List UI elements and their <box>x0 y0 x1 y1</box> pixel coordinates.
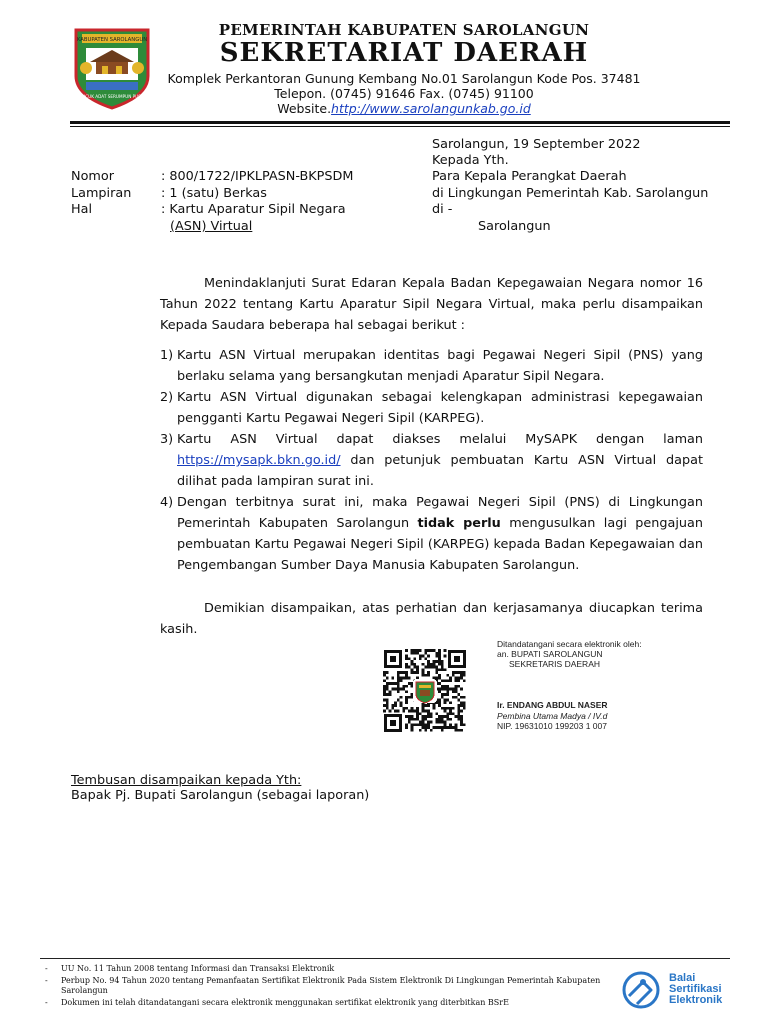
nomor-value: : 800/1722/IPKLPASN-BKPSDM <box>161 169 354 184</box>
closing-paragraph <box>160 598 703 640</box>
footer-dash: - <box>45 998 48 1007</box>
footer-note <box>45 964 615 974</box>
website-prefix: Website. <box>277 101 332 116</box>
website-link[interactable]: http://www.sarolangunkab.go.id <box>331 101 531 116</box>
list-text: Kartu ASN Virtual merupakan identitas bagi Pegawai Negeri Sipil (PNS) yang berlaku selama yang bersangkutan menjadi Aparatur Sipil Negara. <box>177 348 703 384</box>
list-number: 1) <box>160 348 174 363</box>
list-number: 4) <box>160 495 174 510</box>
footer-dash: - <box>45 964 48 973</box>
logo-caption-top: KABUPATEN SAROLANGUN <box>76 37 148 43</box>
signer-rank: Pembina Utama Madya / IV.d <box>497 711 608 721</box>
list-item <box>160 345 703 387</box>
office-address: Komplek Perkantoran Gunung Kembang No.01 Sarolangun Kode Pos. 37481 <box>167 71 641 86</box>
list-text-part: Dengan terbitnya surat ini, maka Pegawai Negeri Sipil (PNS) di Lingkungan Pemerintah Kabupaten Sarolangun <box>177 495 703 531</box>
list-item <box>160 387 703 429</box>
bsre-line: Balai <box>669 972 696 984</box>
list-text-part: dan petunjuk pembuatan Kartu ASN Virtual dapat dilihat pada lampiran surat ini. <box>177 453 703 489</box>
bsre-line: Sertifikasi <box>669 983 722 995</box>
lampiran-label: Lampiran <box>71 186 132 201</box>
closing-text: Demikian disampaikan, atas perhatian dan kerjasamanya diucapkan terima kasih. <box>160 601 703 637</box>
mysapk-link[interactable]: https://mysapk.bkn.go.id/ <box>177 453 341 468</box>
list-text <box>177 492 703 576</box>
emphasis-text: tidak perlu <box>417 516 501 531</box>
list-text: Kartu ASN Virtual digunakan sebagai kelengkapan administrasi kepegawaian pengganti Kartu Pegawai Negeri Sipil (KARPEG). <box>177 390 703 426</box>
list-text-part: Kartu ASN Virtual dapat diakses melalui MySAPK dengan laman <box>177 432 703 447</box>
office-phone: Telepon. (0745) 91646 Fax. (0745) 91100 <box>274 86 534 101</box>
list-number: 3) <box>160 432 174 447</box>
bsre-logo-icon <box>621 970 661 1010</box>
office-name: SEKRETARIAT DAERAH <box>219 38 589 68</box>
list-item <box>160 429 703 492</box>
footer-note <box>45 998 615 1008</box>
signature-position: SEKRETARIS DAERAH <box>509 659 601 669</box>
bsre-logo-text <box>669 973 722 1006</box>
cc-title: Tembusan disampaikan kepada Yth: <box>71 773 302 788</box>
footer-note-text: Perbup No. 94 Tahun 2020 tentang Pemanfaatan Sertifikat Elektronik Pada Sistem Elektronik Di Lingkungan Pemerintah Kabupaten Sarolangun <box>61 976 601 995</box>
signer-name: Ir. ENDANG ABDUL NASER <box>497 700 608 710</box>
office-website <box>0 101 768 116</box>
footer-note <box>45 976 615 996</box>
cc-item: Bapak Pj. Bupati Sarolangun (sebagai laporan) <box>71 788 370 803</box>
letterhead-rule-thick <box>70 121 730 124</box>
intro-text: Menindaklanjuti Surat Edaran Kepala Badan Kepegawaian Negara nomor 16 Tahun 2022 tentang Kartu Aparatur Sipil Negara Virtual, maka perlu disampaikan Kepada Saudara beberapa hal sebagai berikut : <box>160 276 703 333</box>
nomor-label: Nomor <box>71 169 114 184</box>
hal-value: : Kartu Aparatur Sipil Negara <box>161 202 346 217</box>
logo-caption-bottom: SEPUCUK ADAT SERUMPUN PUSAKO <box>74 94 150 99</box>
bsre-line: Elektronik <box>669 994 723 1006</box>
list-item <box>160 492 703 576</box>
hal-value-continued: (ASN) Virtual <box>170 219 253 234</box>
list-number: 2) <box>160 390 174 405</box>
footer-rule <box>40 958 730 959</box>
signature-statement: Ditandatangani secara elektronik oleh: <box>497 639 642 649</box>
government-name: PEMERINTAH KABUPATEN SAROLANGUN <box>218 21 590 39</box>
recipient-name: Para Kepala Perangkat Daerah <box>432 169 627 184</box>
footer-note-text: UU No. 11 Tahun 2008 tentang Informasi dan Transaksi Elektronik <box>61 964 335 973</box>
letter-date: Sarolangun, 19 September 2022 <box>432 137 641 152</box>
recipient-salutation: Kepada Yth. <box>432 153 509 168</box>
footer-dash: - <box>45 976 48 985</box>
signer-nip: NIP. 19631010 199203 1 007 <box>497 721 607 731</box>
recipient-scope: di Lingkungan Pemerintah Kab. Sarolangun <box>432 186 709 201</box>
signature-on-behalf: an. BUPATI SAROLANGUN <box>497 649 603 659</box>
intro-paragraph <box>160 273 703 336</box>
letterhead-rule-thin <box>70 126 730 127</box>
footer-note-text: Dokumen ini telah ditandatangani secara elektronik menggunakan sertifikat elektronik yang diterbitkan BSrE <box>61 998 509 1007</box>
signature-qr-code <box>382 648 468 734</box>
list-text <box>177 429 703 492</box>
lampiran-value: : 1 (satu) Berkas <box>161 186 267 201</box>
hal-label: Hal <box>71 202 93 217</box>
list-text-part: mengusulkan lagi pengajuan pembuatan Kartu Pegawai Negeri Sipil (KARPEG) kepada Badan Kepegawaian dan Pengembangan Sumber Daya Manusia Kabupaten Sarolangun. <box>177 516 703 573</box>
recipient-place: Sarolangun <box>478 219 551 234</box>
recipient-di: di - <box>432 202 453 217</box>
